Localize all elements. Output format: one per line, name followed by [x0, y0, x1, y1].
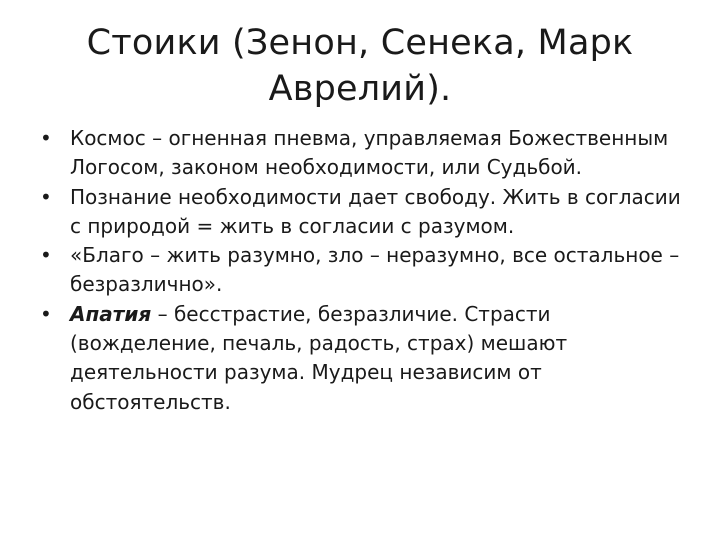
slide-title: Стоики (Зенон, Сенека, Марк Аврелий).	[86, 23, 634, 109]
list-item	[36, 241, 686, 300]
bullet-icon: •	[40, 301, 52, 326]
bullet-list	[36, 124, 686, 417]
bullet-text: «Благо – жить разумно, зло – неразумно, все остальное – безразлично».	[70, 243, 680, 297]
list-item	[36, 124, 686, 183]
bullet-icon: •	[40, 243, 52, 268]
bullet-text: Космос – огненная пневма, управляемая Божественным Логосом, законом необходимости, или Судьбой.	[70, 126, 669, 180]
bullet-text: Познание необходимости дает свободу. Жить в согласии с природой = жить в согласии с разумом.	[70, 184, 681, 238]
bullet-term: Апатия	[70, 301, 152, 326]
list-item	[36, 300, 686, 417]
bullet-text: – бесстрастие, безразличие. Страсти (вожделение, печаль, радость, страх) мешают деятельности разума. Мудрец независим от обстоятельств.	[70, 301, 568, 414]
bullet-icon: •	[40, 126, 52, 150]
bullet-icon: •	[40, 184, 52, 209]
list-item	[36, 183, 686, 242]
